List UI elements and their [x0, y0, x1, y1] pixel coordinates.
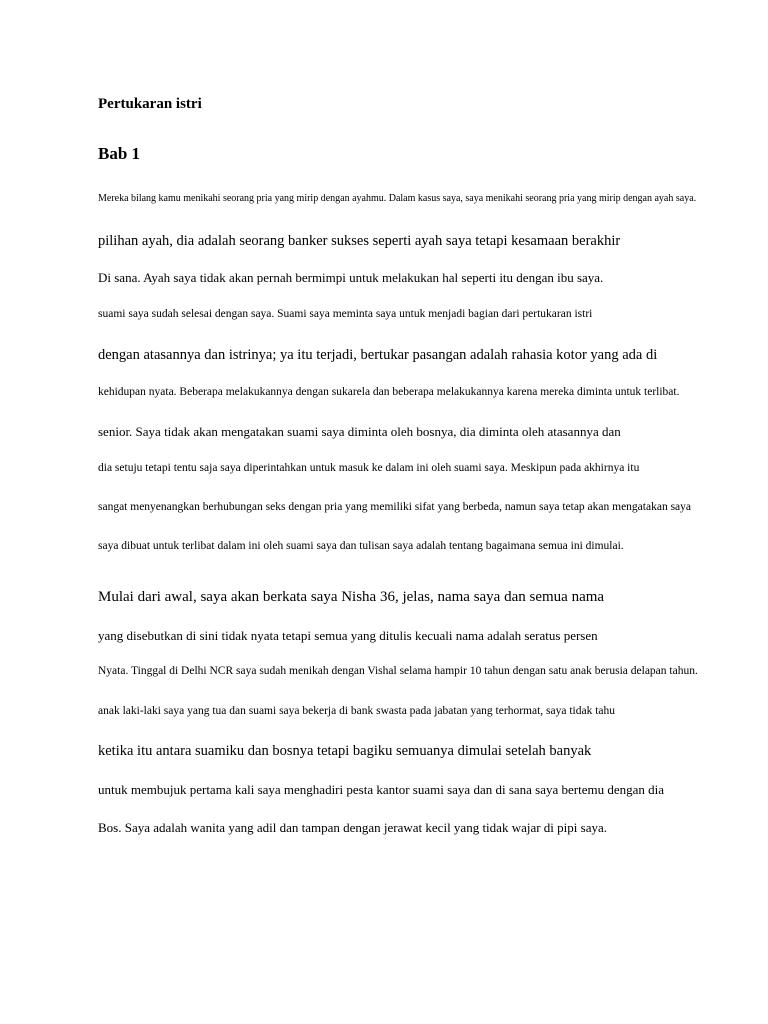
paragraph-line: suami saya sudah selesai dengan saya. Suami saya meminta saya untuk menjadi bagian dari pertukaran istri [98, 308, 593, 320]
paragraph-line: kehidupan nyata. Beberapa melakukannya dengan sukarela dan beberapa melakukannya karena mereka diminta untuk terlibat. [98, 386, 680, 398]
paragraph-line: pilihan ayah, dia adalah seorang banker sukses seperti ayah saya tetapi kesamaan berakhir [98, 233, 621, 249]
paragraph-line: senior. Saya tidak akan mengatakan suami saya diminta oleh bosnya, dia diminta oleh atasannya dan [98, 424, 621, 439]
paragraph-line: ketika itu antara suamiku dan bosnya tetapi bagiku semuanya dimulai setelah banyak [98, 743, 592, 759]
chapter-heading: Bab 1 [98, 144, 141, 163]
paragraph-line: untuk membujuk pertama kali saya menghadiri pesta kantor suami saya dan di sana saya bertemu dengan dia [98, 782, 665, 797]
paragraph-line: dengan atasannya dan istrinya; ya itu terjadi, bertukar pasangan adalah rahasia kotor yang ada di [98, 347, 658, 363]
paragraph-line: Mulai dari awal, saya akan berkata saya Nisha 36, jelas, nama saya dan semua nama [98, 589, 605, 605]
paragraph-line: Mereka bilang kamu menikahi seorang pria yang mirip dengan ayahmu. Dalam kasus saya, saya menikahi seorang pria yang mirip dengan ayah saya. [98, 193, 697, 204]
paragraph-line: Bos. Saya adalah wanita yang adil dan tampan dengan jerawat kecil yang tidak wajar di pipi saya. [98, 820, 607, 835]
paragraph-line: saya dibuat untuk terlibat dalam ini oleh suami saya dan tulisan saya adalah tentang bagaimana semua ini dimulai. [98, 540, 624, 552]
paragraph-line: Di sana. Ayah saya tidak akan pernah bermimpi untuk melakukan hal seperti itu dengan ibu saya. [98, 270, 604, 285]
paragraph-line: anak laki-laki saya yang tua dan suami saya bekerja di bank swasta pada jabatan yang terhormat, saya tidak tahu [98, 705, 615, 717]
paragraph-line: sangat menyenangkan berhubungan seks dengan pria yang memiliki sifat yang berbeda, namun saya tetap akan mengatakan saya [98, 501, 692, 513]
paragraph-line: yang disebutkan di sini tidak nyata tetapi semua yang ditulis kecuali nama adalah seratus persen [98, 628, 598, 643]
paragraph-line: dia setuju tetapi tentu saja saya diperintahkan untuk masuk ke dalam ini oleh suami saya. Meskipun pada akhirnya itu [98, 462, 640, 474]
paragraph-line: Nyata. Tinggal di Delhi NCR saya sudah menikah dengan Vishal selama hampir 10 tahun dengan satu anak berusia delapan tahun. [98, 665, 698, 677]
document-title: Pertukaran istri [98, 96, 202, 112]
